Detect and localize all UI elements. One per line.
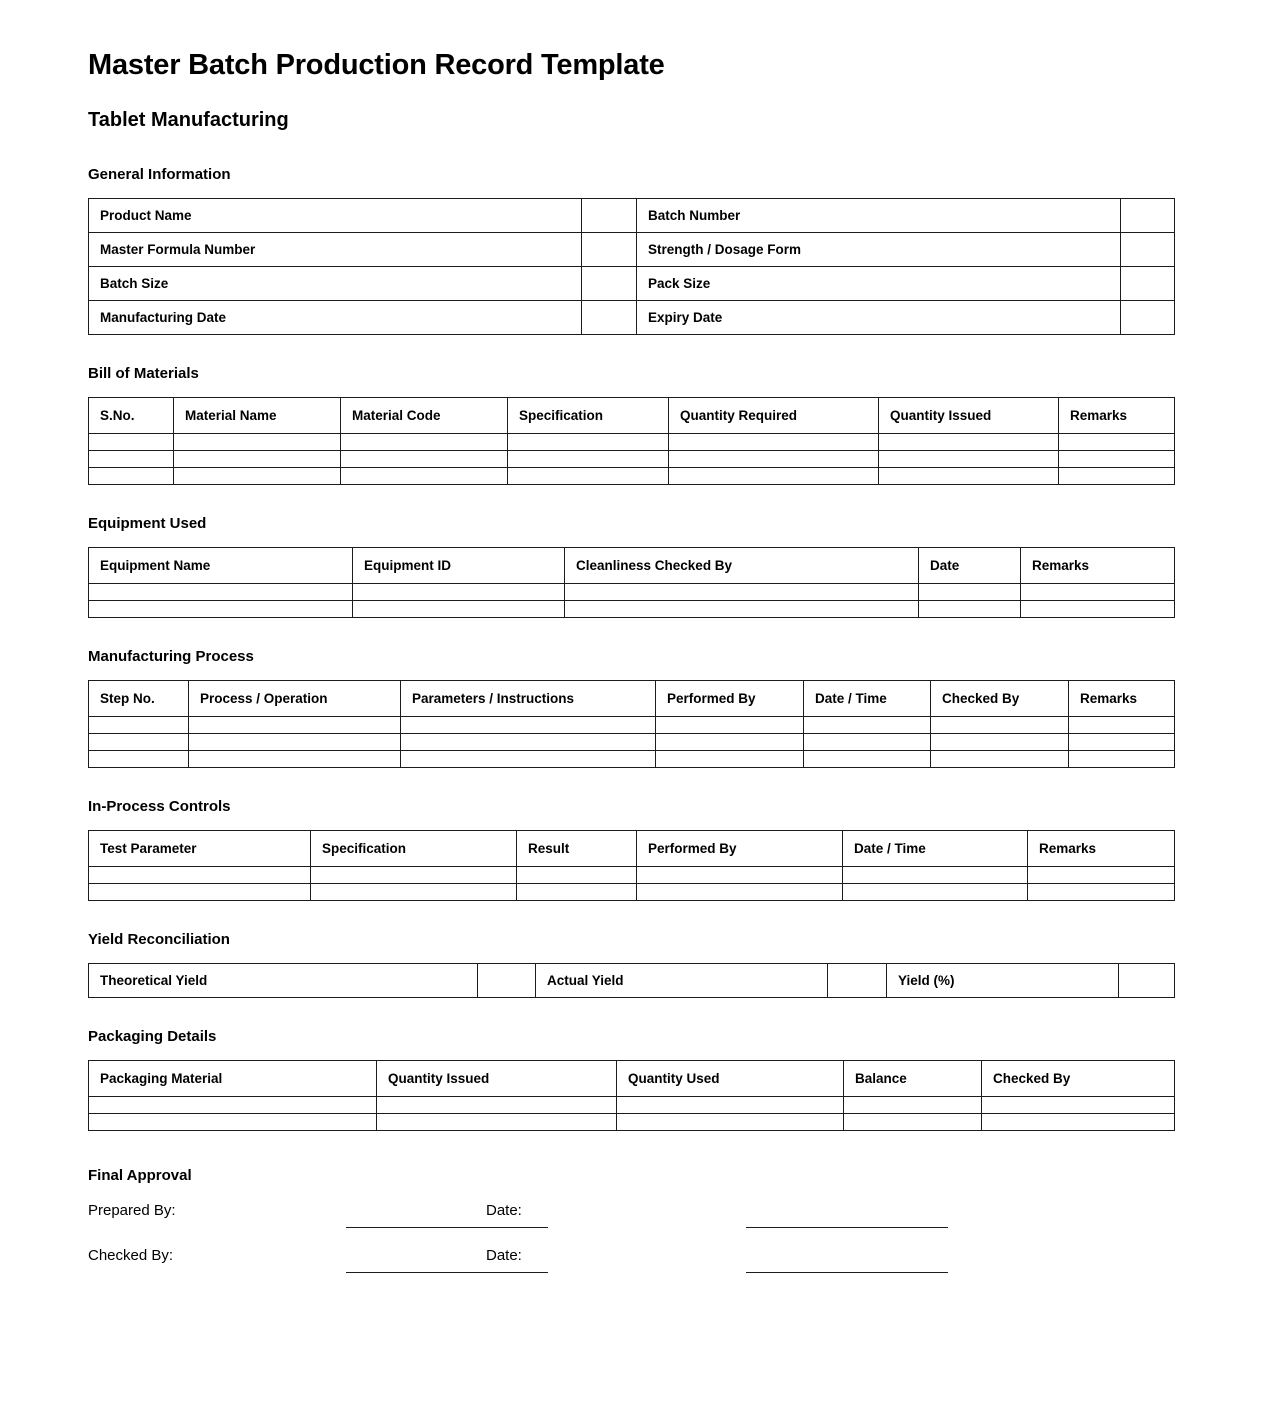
signature-line-prepared-by[interactable]: [346, 1227, 548, 1228]
field-value-pack-size[interactable]: [1121, 266, 1175, 300]
table-header-row: [89, 397, 1175, 433]
cell-date-time[interactable]: [804, 750, 931, 767]
field-label-actual-yield: Actual Yield: [536, 963, 828, 997]
field-label-theoretical-yield: Theoretical Yield: [89, 963, 478, 997]
field-label-master-formula-number: Master Formula Number: [89, 232, 582, 266]
section-heading-packaging-details: Packaging Details: [88, 1027, 217, 1045]
field-label-yield-percent: Yield (%): [887, 963, 1119, 997]
label-prepared-by: Prepared By:: [88, 1201, 176, 1219]
cell-performed-by[interactable]: [656, 733, 804, 750]
column-header-packaging-material: Packaging Material: [89, 1060, 377, 1096]
cell-date-time[interactable]: [843, 866, 1028, 883]
field-value-actual-yield[interactable]: [828, 963, 887, 997]
column-header-date-time: Date / Time: [804, 680, 931, 716]
section-heading-bill-of-materials: Bill of Materials: [88, 364, 199, 382]
cell-packaging-material[interactable]: [89, 1096, 377, 1113]
cell-balance[interactable]: [844, 1113, 982, 1130]
table-row: [89, 866, 1175, 883]
table-row: [89, 963, 1175, 997]
cell-remarks[interactable]: [1028, 883, 1175, 900]
field-label-pack-size: Pack Size: [637, 266, 1121, 300]
cell-parameters-instructions[interactable]: [401, 750, 656, 767]
cell-material-name[interactable]: [174, 467, 341, 484]
cell-step-no[interactable]: [89, 716, 189, 733]
field-value-master-formula-number[interactable]: [582, 232, 637, 266]
field-value-batch-size[interactable]: [582, 266, 637, 300]
cell-specification[interactable]: [508, 433, 669, 450]
cell-remarks[interactable]: [1021, 600, 1175, 617]
cell-performed-by[interactable]: [656, 750, 804, 767]
cell-remarks[interactable]: [1021, 583, 1175, 600]
field-label-manufacturing-date: Manufacturing Date: [89, 300, 582, 334]
section-general-information: [88, 166, 1175, 335]
table-row: [89, 467, 1175, 484]
column-header-date-time: Date / Time: [843, 830, 1028, 866]
cell-remarks[interactable]: [1059, 433, 1175, 450]
cell-quantity-issued[interactable]: [879, 450, 1059, 467]
bill-of-materials-table: [88, 397, 1175, 485]
field-value-batch-number[interactable]: [1121, 198, 1175, 232]
column-header-specification: Specification: [311, 830, 517, 866]
field-label-strength-dosage-form: Strength / Dosage Form: [637, 232, 1121, 266]
table-header-row: [89, 830, 1175, 866]
cell-performed-by[interactable]: [656, 716, 804, 733]
column-header-remarks: Remarks: [1059, 397, 1175, 433]
cell-s-no[interactable]: [89, 433, 174, 450]
approval-row-prepared-by: [88, 1203, 1175, 1248]
general-information-table: [88, 198, 1175, 335]
section-manufacturing-process: [88, 648, 1175, 768]
column-header-date: Date: [919, 547, 1021, 583]
packaging-details-table: [88, 1060, 1175, 1131]
cell-remarks[interactable]: [1069, 750, 1175, 767]
column-header-performed-by: Performed By: [656, 680, 804, 716]
section-yield-reconciliation: [88, 931, 1175, 998]
table-header-row: [89, 680, 1175, 716]
cell-remarks[interactable]: [1028, 866, 1175, 883]
signature-line-prepared-by-date[interactable]: [746, 1227, 948, 1228]
section-heading-in-process-controls: In-Process Controls: [88, 797, 231, 815]
column-header-equipment-id: Equipment ID: [353, 547, 565, 583]
section-heading-general-information: General Information: [88, 165, 231, 183]
field-label-batch-size: Batch Size: [89, 266, 582, 300]
column-header-checked-by: Checked By: [931, 680, 1069, 716]
cell-cleanliness-checked-by[interactable]: [565, 600, 919, 617]
cell-quantity-required[interactable]: [669, 467, 879, 484]
document-subtitle: Tablet Manufacturing: [88, 108, 289, 131]
cell-equipment-name[interactable]: [89, 600, 353, 617]
section-equipment-used: [88, 515, 1175, 618]
table-row: [89, 450, 1175, 467]
column-header-material-name: Material Name: [174, 397, 341, 433]
cell-material-name[interactable]: [174, 450, 341, 467]
cell-step-no[interactable]: [89, 750, 189, 767]
field-label-product-name: Product Name: [89, 198, 582, 232]
label-checked-by-date: Date:: [486, 1246, 522, 1264]
column-header-test-parameter: Test Parameter: [89, 830, 311, 866]
field-label-batch-number: Batch Number: [637, 198, 1121, 232]
cell-performed-by[interactable]: [637, 883, 843, 900]
field-label-expiry-date: Expiry Date: [637, 300, 1121, 334]
table-row: [89, 1113, 1175, 1130]
cell-quantity-used[interactable]: [617, 1096, 844, 1113]
document-title: Master Batch Production Record Template: [88, 49, 665, 81]
manufacturing-process-table: [88, 680, 1175, 768]
column-header-quantity-required: Quantity Required: [669, 397, 879, 433]
table-row: [89, 883, 1175, 900]
signature-line-checked-by[interactable]: [346, 1272, 548, 1273]
cell-remarks[interactable]: [1059, 450, 1175, 467]
cell-material-code[interactable]: [341, 450, 508, 467]
table-row: [89, 733, 1175, 750]
section-heading-equipment-used: Equipment Used: [88, 514, 207, 532]
table-row: [89, 1096, 1175, 1113]
label-prepared-by-date: Date:: [486, 1201, 522, 1219]
cell-specification[interactable]: [311, 866, 517, 883]
cell-checked-by[interactable]: [982, 1113, 1175, 1130]
cell-equipment-id[interactable]: [353, 600, 565, 617]
cell-remarks[interactable]: [1069, 733, 1175, 750]
section-heading-final-approval: Final Approval: [88, 1166, 192, 1184]
cell-material-code[interactable]: [341, 433, 508, 450]
cell-process-operation[interactable]: [189, 750, 401, 767]
cell-quantity-issued[interactable]: [879, 433, 1059, 450]
cell-date[interactable]: [919, 583, 1021, 600]
in-process-controls-table: [88, 830, 1175, 901]
column-header-quantity-issued: Quantity Issued: [879, 397, 1059, 433]
table-header-row: [89, 547, 1175, 583]
cell-specification[interactable]: [508, 450, 669, 467]
cell-performed-by[interactable]: [637, 866, 843, 883]
cell-process-operation[interactable]: [189, 716, 401, 733]
section-heading-yield-reconciliation: Yield Reconciliation: [88, 930, 230, 948]
column-header-specification: Specification: [508, 397, 669, 433]
cell-checked-by[interactable]: [931, 750, 1069, 767]
final-approval-signature-block: [88, 1203, 1175, 1293]
field-value-strength-dosage-form[interactable]: [1121, 232, 1175, 266]
cell-quantity-issued[interactable]: [377, 1113, 617, 1130]
cell-quantity-issued[interactable]: [377, 1096, 617, 1113]
column-header-process-operation: Process / Operation: [189, 680, 401, 716]
cell-parameters-instructions[interactable]: [401, 716, 656, 733]
cell-quantity-required[interactable]: [669, 433, 879, 450]
cell-s-no[interactable]: [89, 450, 174, 467]
cell-result[interactable]: [517, 866, 637, 883]
table-row: [89, 433, 1175, 450]
column-header-checked-by: Checked By: [982, 1060, 1175, 1096]
cell-quantity-used[interactable]: [617, 1113, 844, 1130]
cell-result[interactable]: [517, 883, 637, 900]
cell-checked-by[interactable]: [931, 733, 1069, 750]
label-checked-by: Checked By:: [88, 1246, 174, 1264]
signature-line-checked-by-date[interactable]: [746, 1272, 948, 1273]
cell-test-parameter[interactable]: [89, 866, 311, 883]
cell-date-time[interactable]: [843, 883, 1028, 900]
column-header-quantity-issued: Quantity Issued: [377, 1060, 617, 1096]
column-header-result: Result: [517, 830, 637, 866]
cell-checked-by[interactable]: [931, 716, 1069, 733]
column-header-cleanliness-checked-by: Cleanliness Checked By: [565, 547, 919, 583]
field-value-theoretical-yield[interactable]: [478, 963, 536, 997]
cell-equipment-name[interactable]: [89, 583, 353, 600]
field-value-yield-percent[interactable]: [1119, 963, 1175, 997]
cell-test-parameter[interactable]: [89, 883, 311, 900]
table-row: [89, 583, 1175, 600]
cell-equipment-id[interactable]: [353, 583, 565, 600]
field-value-manufacturing-date[interactable]: [582, 300, 637, 334]
cell-process-operation[interactable]: [189, 733, 401, 750]
cell-s-no[interactable]: [89, 467, 174, 484]
column-header-remarks: Remarks: [1028, 830, 1175, 866]
cell-remarks[interactable]: [1059, 467, 1175, 484]
cell-date[interactable]: [919, 600, 1021, 617]
equipment-used-table: [88, 547, 1175, 618]
cell-checked-by[interactable]: [982, 1096, 1175, 1113]
column-header-s-no: S.No.: [89, 397, 174, 433]
table-row: [89, 716, 1175, 733]
cell-step-no[interactable]: [89, 733, 189, 750]
approval-row-checked-by: [88, 1248, 1175, 1293]
cell-date-time[interactable]: [804, 716, 931, 733]
yield-reconciliation-table: [88, 963, 1175, 998]
section-final-approval: [88, 1167, 1175, 1293]
column-header-equipment-name: Equipment Name: [89, 547, 353, 583]
table-row: [89, 300, 1175, 334]
section-heading-manufacturing-process: Manufacturing Process: [88, 647, 254, 665]
field-value-expiry-date[interactable]: [1121, 300, 1175, 334]
table-row: [89, 750, 1175, 767]
table-row: [89, 232, 1175, 266]
cell-balance[interactable]: [844, 1096, 982, 1113]
table-row: [89, 266, 1175, 300]
cell-material-name[interactable]: [174, 433, 341, 450]
column-header-step-no: Step No.: [89, 680, 189, 716]
column-header-remarks: Remarks: [1069, 680, 1175, 716]
column-header-performed-by: Performed By: [637, 830, 843, 866]
cell-quantity-issued[interactable]: [879, 467, 1059, 484]
column-header-parameters-instructions: Parameters / Instructions: [401, 680, 656, 716]
column-header-material-code: Material Code: [341, 397, 508, 433]
table-header-row: [89, 1060, 1175, 1096]
cell-specification[interactable]: [311, 883, 517, 900]
table-row: [89, 600, 1175, 617]
cell-parameters-instructions[interactable]: [401, 733, 656, 750]
field-value-product-name[interactable]: [582, 198, 637, 232]
cell-date-time[interactable]: [804, 733, 931, 750]
table-row: [89, 198, 1175, 232]
cell-cleanliness-checked-by[interactable]: [565, 583, 919, 600]
cell-packaging-material[interactable]: [89, 1113, 377, 1130]
section-packaging-details: [88, 1028, 1175, 1131]
cell-quantity-required[interactable]: [669, 450, 879, 467]
column-header-quantity-used: Quantity Used: [617, 1060, 844, 1096]
column-header-balance: Balance: [844, 1060, 982, 1096]
cell-material-code[interactable]: [341, 467, 508, 484]
column-header-remarks: Remarks: [1021, 547, 1175, 583]
section-bill-of-materials: [88, 365, 1175, 485]
cell-remarks[interactable]: [1069, 716, 1175, 733]
cell-specification[interactable]: [508, 467, 669, 484]
section-in-process-controls: [88, 798, 1175, 901]
